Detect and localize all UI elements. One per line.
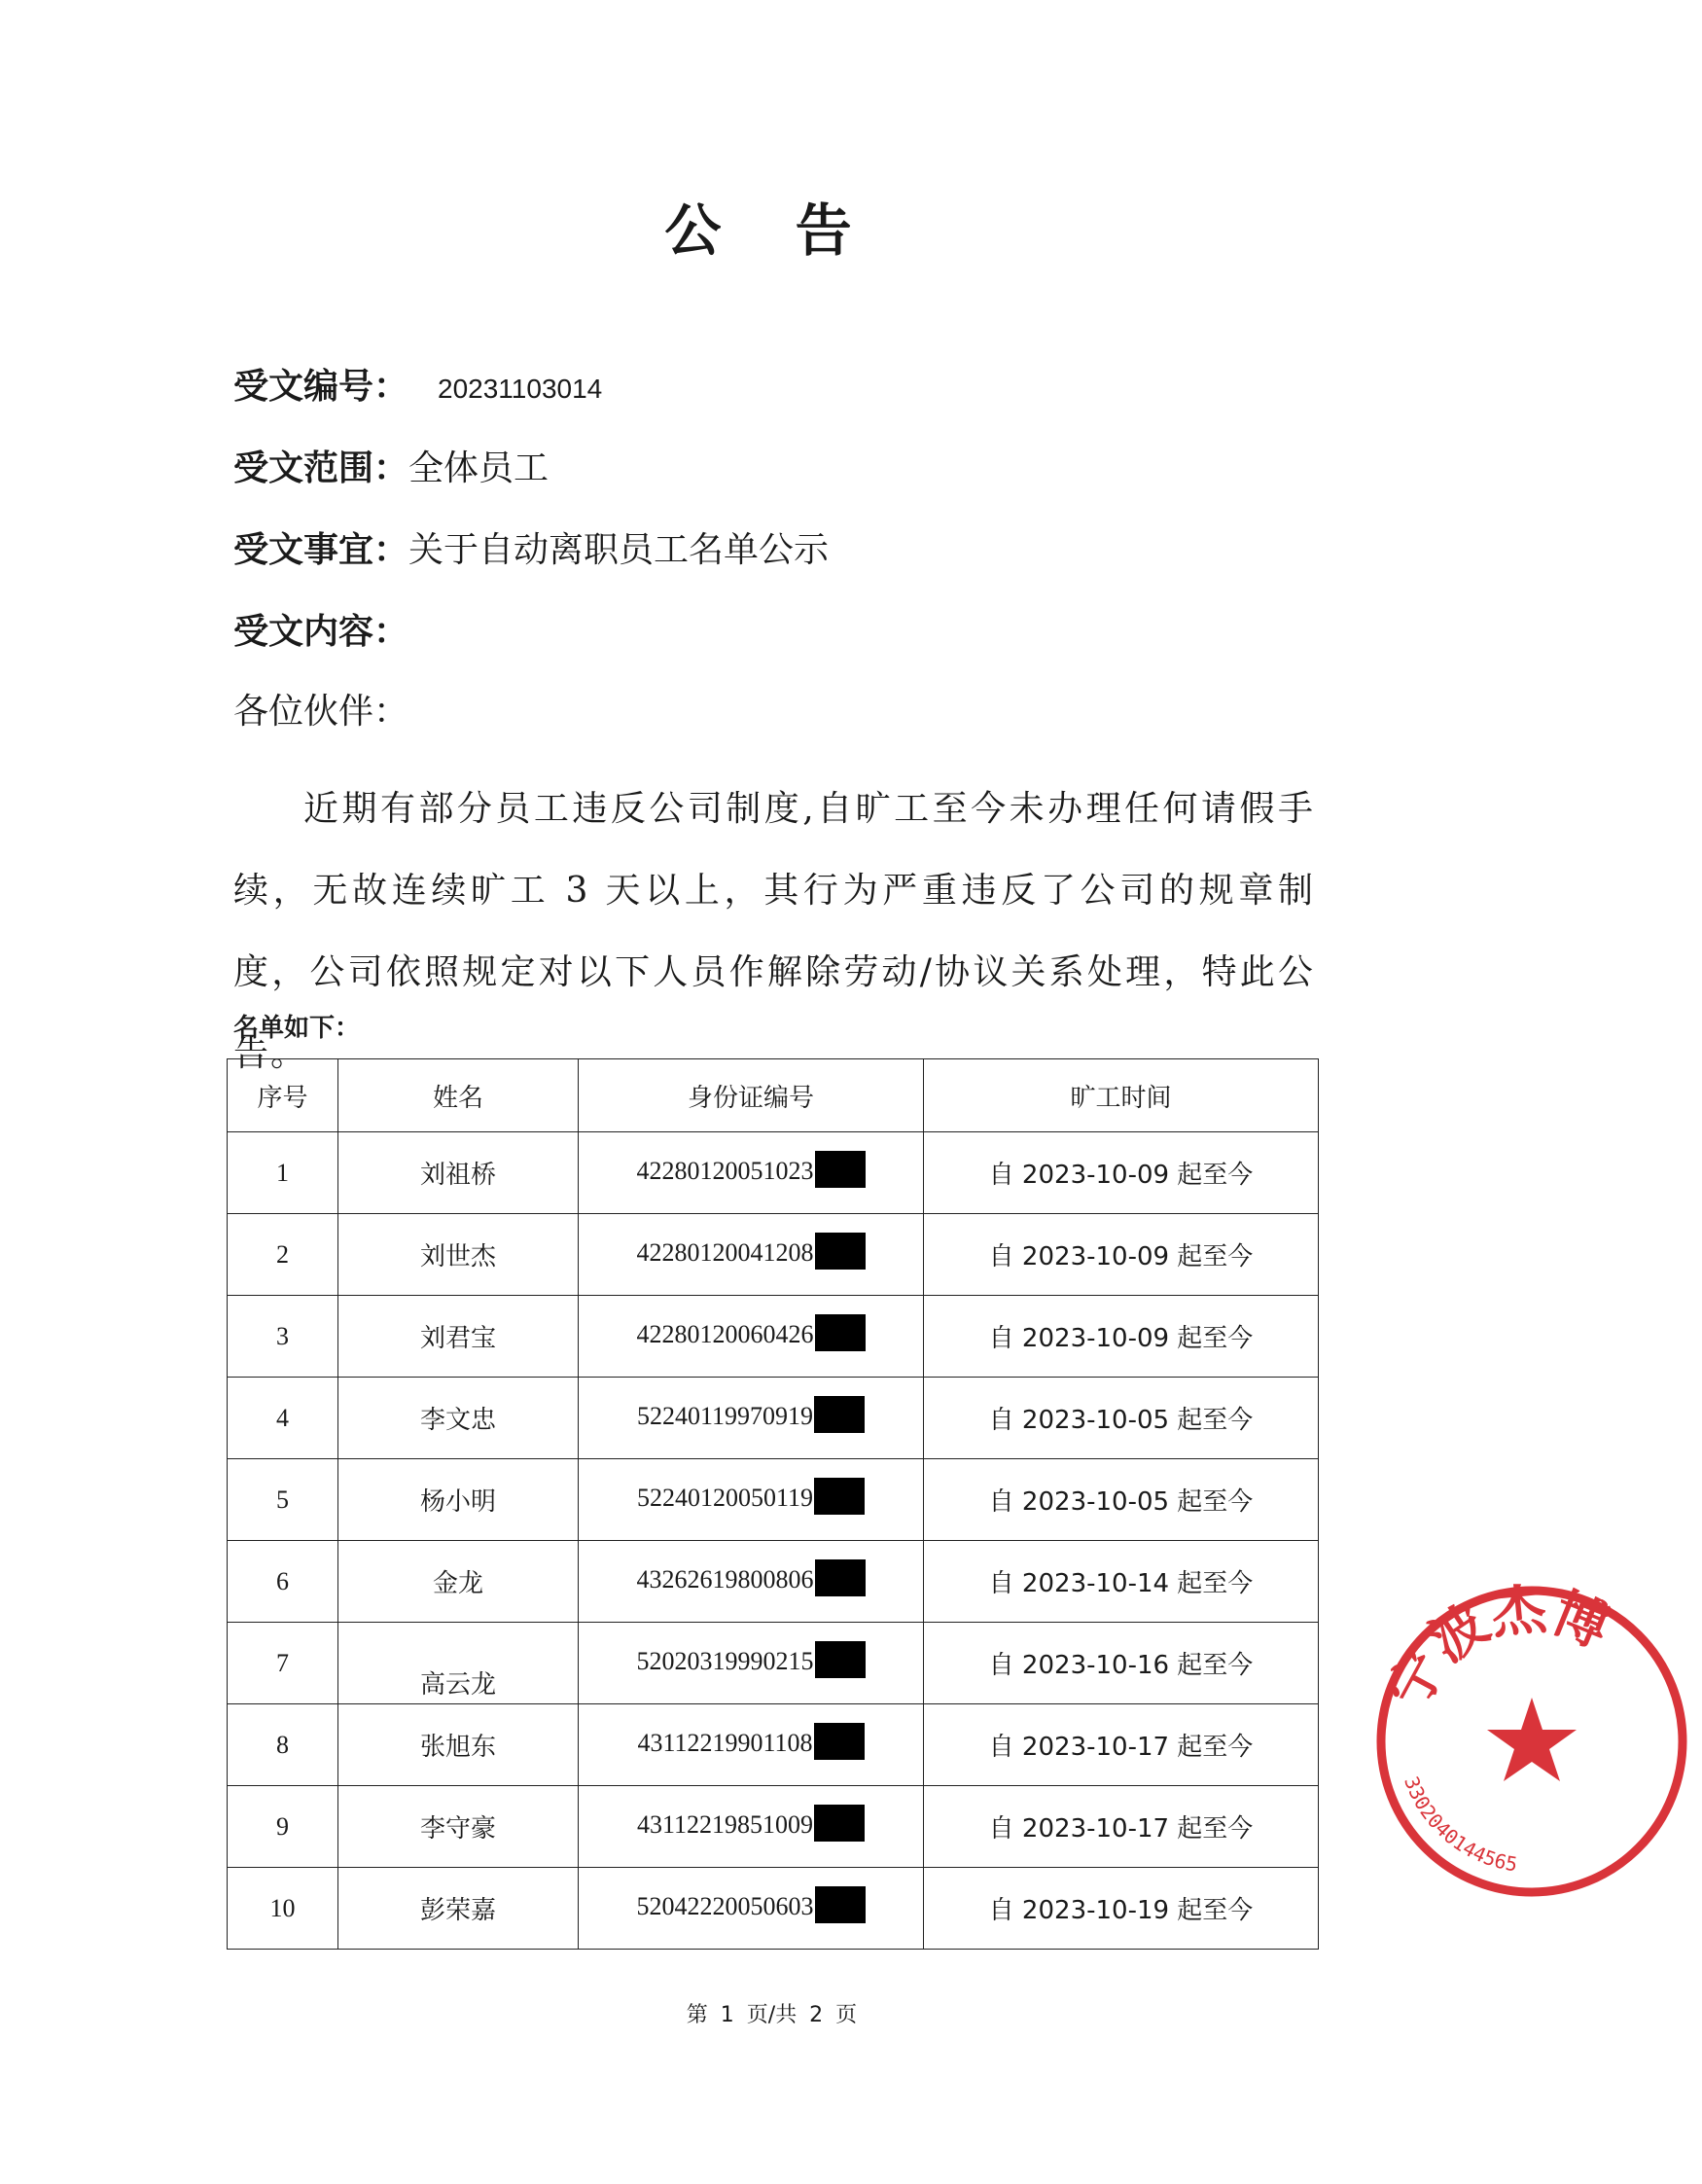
doc-subject-label: 受文事宜： xyxy=(233,530,409,570)
redaction-box xyxy=(814,1723,865,1760)
row-name-text: 刘君宝 xyxy=(419,1324,496,1353)
redaction-box xyxy=(815,1314,866,1351)
row-id xyxy=(579,1786,924,1868)
table-row xyxy=(228,1214,1319,1296)
row-name xyxy=(338,1132,579,1214)
salutation: 各位伙伴： xyxy=(233,692,409,732)
row-id xyxy=(579,1868,924,1950)
row-name-text: 刘祖桥 xyxy=(419,1161,496,1190)
row-period: 自 2023-10-17 起至今 xyxy=(924,1704,1319,1786)
row-id-text: 42280120041208 xyxy=(636,1237,814,1267)
table-row xyxy=(228,1541,1319,1623)
row-name-text: 李文忠 xyxy=(419,1406,496,1435)
row-name-text: 刘世杰 xyxy=(419,1242,496,1271)
row-name-text: 金龙 xyxy=(432,1569,483,1598)
row-name xyxy=(338,1378,579,1459)
table-row xyxy=(228,1296,1319,1378)
row-no: 1 xyxy=(228,1132,338,1214)
redaction-box xyxy=(815,1641,866,1678)
doc-subject-line xyxy=(233,527,829,574)
table-row xyxy=(228,1459,1319,1541)
row-id-text: 43262619800806 xyxy=(636,1564,814,1593)
table-row xyxy=(228,1132,1319,1214)
row-id xyxy=(579,1704,924,1786)
row-no: 4 xyxy=(228,1378,338,1459)
row-no: 8 xyxy=(228,1704,338,1786)
doc-number-value: 20231103014 xyxy=(438,374,603,404)
row-name xyxy=(338,1704,579,1786)
table-row xyxy=(228,1786,1319,1868)
table-row xyxy=(228,1868,1319,1950)
row-no: 6 xyxy=(228,1541,338,1623)
table-row xyxy=(228,1623,1319,1704)
page-footer: 第 1 页/共 2 页 xyxy=(686,2003,858,2027)
page-title: 公 告 xyxy=(664,197,879,264)
redaction-box xyxy=(814,1805,865,1842)
list-heading: 名单如下： xyxy=(233,1014,361,1043)
seal-number-text: 3302040144565 xyxy=(1400,1772,1519,1877)
row-name xyxy=(338,1868,579,1950)
doc-content-label: 受文内容： xyxy=(233,612,409,652)
row-name xyxy=(338,1541,579,1623)
row-period: 自 2023-10-19 起至今 xyxy=(924,1868,1319,1950)
row-no: 9 xyxy=(228,1786,338,1868)
redaction-box xyxy=(815,1886,866,1923)
row-no: 2 xyxy=(228,1214,338,1296)
row-id xyxy=(579,1214,924,1296)
table-row xyxy=(228,1704,1319,1786)
redaction-box xyxy=(815,1559,866,1596)
table-row xyxy=(228,1378,1319,1459)
row-id xyxy=(579,1541,924,1623)
row-id-text: 43112219901108 xyxy=(637,1728,813,1757)
row-name xyxy=(338,1623,579,1704)
seal-star-icon xyxy=(1487,1698,1577,1781)
row-name xyxy=(338,1296,579,1378)
redaction-box xyxy=(815,1151,866,1188)
row-name-text: 彭荣嘉 xyxy=(419,1896,496,1925)
doc-number-line xyxy=(233,364,602,412)
row-no: 5 xyxy=(228,1459,338,1541)
row-id-text: 42280120051023 xyxy=(636,1156,814,1185)
header-name: 姓名 xyxy=(338,1059,579,1132)
row-name xyxy=(338,1214,579,1296)
row-id-text: 43112219851009 xyxy=(636,1809,814,1839)
row-period: 自 2023-10-16 起至今 xyxy=(924,1623,1319,1704)
row-id-text: 52042220050603 xyxy=(636,1891,814,1920)
doc-scope-line xyxy=(233,446,549,492)
row-period: 自 2023-10-09 起至今 xyxy=(924,1132,1319,1214)
row-id-text: 52240119970919 xyxy=(636,1401,814,1430)
table-header-row xyxy=(228,1059,1319,1132)
row-id-text: 52240120050119 xyxy=(636,1483,814,1512)
announcement-body: 近期有部分员工违反公司制度,自旷工至今未办理任何请假手续，无故连续旷工 3 天以上，其行为严重违反了公司的规章制度，公司依照规定对以下人员作解除劳动/协议关系处理，特此公告。 xyxy=(233,789,1315,1074)
header-no: 序号 xyxy=(228,1059,338,1132)
header-period: 旷工时间 xyxy=(924,1059,1319,1132)
doc-subject-value: 关于自动离职员工名单公示 xyxy=(408,530,830,570)
row-name-text: 李守豪 xyxy=(419,1814,496,1844)
row-no: 10 xyxy=(228,1868,338,1950)
row-name-text: 张旭东 xyxy=(419,1733,496,1762)
row-period: 自 2023-10-09 起至今 xyxy=(924,1214,1319,1296)
row-id xyxy=(579,1378,924,1459)
doc-number-label: 受文编号： xyxy=(233,367,409,407)
row-period: 自 2023-10-09 起至今 xyxy=(924,1296,1319,1378)
redaction-box xyxy=(814,1478,865,1515)
doc-content-line xyxy=(233,609,408,656)
row-name-text: 高云龙 xyxy=(419,1670,496,1700)
doc-scope-value: 全体员工 xyxy=(408,448,550,488)
row-period: 自 2023-10-17 起至今 xyxy=(924,1786,1319,1868)
row-id xyxy=(579,1459,924,1541)
row-id-text: 42280120060426 xyxy=(636,1319,814,1348)
company-seal xyxy=(1362,1571,1702,1912)
row-name xyxy=(338,1786,579,1868)
redaction-box xyxy=(815,1233,866,1270)
row-id xyxy=(579,1296,924,1378)
row-period: 自 2023-10-05 起至今 xyxy=(924,1378,1319,1459)
seal-name-text: 宁波杰博 xyxy=(1375,1577,1618,1719)
redaction-box xyxy=(814,1396,865,1433)
row-period: 自 2023-10-14 起至今 xyxy=(924,1541,1319,1623)
row-id xyxy=(579,1132,924,1214)
doc-scope-label: 受文范围： xyxy=(233,448,409,488)
row-id-text: 52020319990215 xyxy=(636,1646,814,1675)
row-id xyxy=(579,1623,924,1704)
row-period: 自 2023-10-05 起至今 xyxy=(924,1459,1319,1541)
row-no: 7 xyxy=(228,1623,338,1704)
employee-table xyxy=(227,1058,1319,1950)
header-id: 身份证编号 xyxy=(579,1059,924,1132)
row-name xyxy=(338,1459,579,1541)
row-name-text: 杨小明 xyxy=(419,1487,496,1517)
row-no: 3 xyxy=(228,1296,338,1378)
